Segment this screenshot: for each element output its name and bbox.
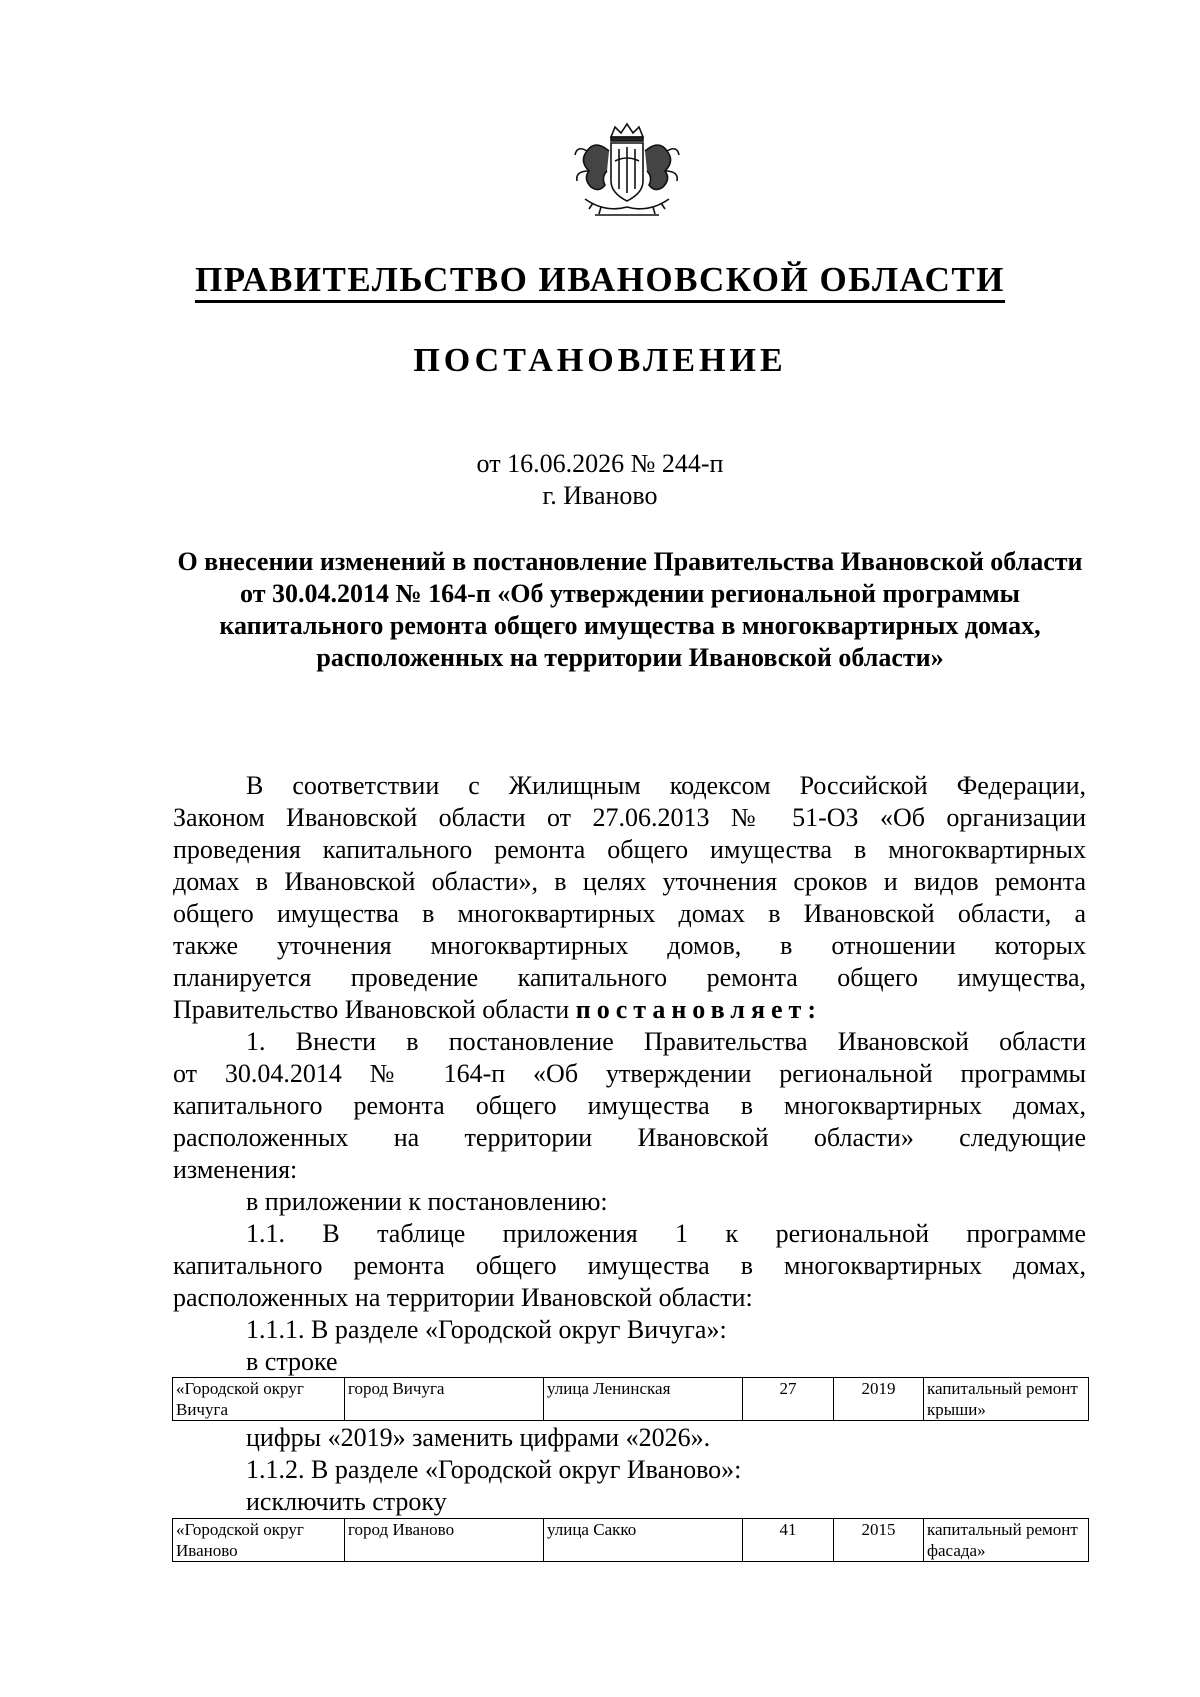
item-1-1-1-line: 1.1.1. В разделе «Городской округ Вичуга»: bbox=[246, 1315, 727, 1344]
item-1-1-line: расположенных на территории Ивановской области: bbox=[173, 1283, 753, 1312]
table-cell: 27 bbox=[743, 1378, 834, 1421]
table-cell: капитальный ремонт фасада» bbox=[924, 1519, 1089, 1562]
preamble-line: В соответствии с Жилищным кодексом Российской Федерации, bbox=[246, 771, 1086, 800]
in-row-label: в строке bbox=[246, 1347, 338, 1376]
decree-lead: Правительство Ивановской области bbox=[173, 995, 576, 1024]
replace-instruction: цифры «2019» заменить цифрами «2026». bbox=[246, 1423, 711, 1452]
decree-word: постановляет: bbox=[575, 995, 822, 1024]
table-row bbox=[173, 1378, 1089, 1421]
item-1-line: изменения: bbox=[173, 1155, 298, 1184]
table-cell: «Городской округ Вичуга bbox=[173, 1378, 345, 1421]
item-1-line: от 30.04.2014 № 164-п «Об утверждении региональной программы bbox=[173, 1059, 1086, 1088]
organization-title: ПРАВИТЕЛЬСТВО ИВАНОВСКОЙ ОБЛАСТИ bbox=[0, 258, 1200, 302]
table-row bbox=[173, 1519, 1089, 1562]
preamble-line: также уточнения многоквартирных домов, в отношении которых bbox=[173, 931, 1086, 960]
item-1-line: капитального ремонта общего имущества в многоквартирных домах, bbox=[173, 1091, 1086, 1120]
table-cell: город Иваново bbox=[345, 1519, 544, 1562]
item-1-1-2-line: 1.1.2. В разделе «Городской округ Иваново»: bbox=[246, 1455, 742, 1484]
document-date-number: от 16.06.2026 № 244-п bbox=[476, 449, 724, 478]
decree-line bbox=[173, 994, 1086, 1026]
table-cell: 2019 bbox=[834, 1378, 924, 1421]
exclude-row-label: исключить строку bbox=[246, 1487, 447, 1516]
item-1-1-line: капитального ремонта общего имущества в многоквартирных домах, bbox=[173, 1251, 1086, 1280]
item-1-line: расположенных на территории Ивановской области» следующие bbox=[173, 1123, 1086, 1152]
preamble-line: общего имущества в многоквартирных домах в Ивановской области, а bbox=[173, 899, 1086, 928]
table-cell: 41 bbox=[743, 1519, 834, 1562]
document-type: ПОСТАНОВЛЕНИЕ bbox=[413, 342, 787, 379]
preamble-line: домах в Ивановской области», в целях уточнения сроков и видов ремонта bbox=[173, 867, 1086, 896]
amendment-table-1 bbox=[172, 1377, 1089, 1421]
preamble-line: проведения капитального ремонта общего имущества в многоквартирных bbox=[173, 835, 1086, 864]
preamble-line: Законом Ивановской области от 27.06.2013 № 51-ОЗ «Об организации bbox=[173, 803, 1086, 832]
table-cell: город Вичуга bbox=[345, 1378, 544, 1421]
annex-line: в приложении к постановлению: bbox=[246, 1187, 608, 1216]
table-cell: «Городской округ Иваново bbox=[173, 1519, 345, 1562]
table-cell: улица Сакко bbox=[544, 1519, 743, 1562]
amendment-table-2 bbox=[172, 1518, 1089, 1562]
table-cell: 2015 bbox=[834, 1519, 924, 1562]
document-city: г. Иваново bbox=[542, 481, 658, 510]
document-subject: О внесении изменений в постановление Правительства Ивановской области от 30.04.2014 № 164-п «Об утверждении региональной программы капитального ремонта общего имущества в многоквартирных домах, расположенных на территории Ивановской области» bbox=[177, 547, 1083, 672]
table-cell: капитальный ремонт крыши» bbox=[924, 1378, 1089, 1421]
table-cell: улица Ленинская bbox=[544, 1378, 743, 1421]
preamble-line: планируется проведение капитального ремонта общего имущества, bbox=[173, 963, 1086, 992]
coat-of-arms-emblem bbox=[565, 121, 689, 221]
item-1-1-line: 1.1. В таблице приложения 1 к региональной программе bbox=[246, 1219, 1086, 1248]
item-1-line: 1. Внести в постановление Правительства Ивановской области bbox=[246, 1027, 1086, 1056]
